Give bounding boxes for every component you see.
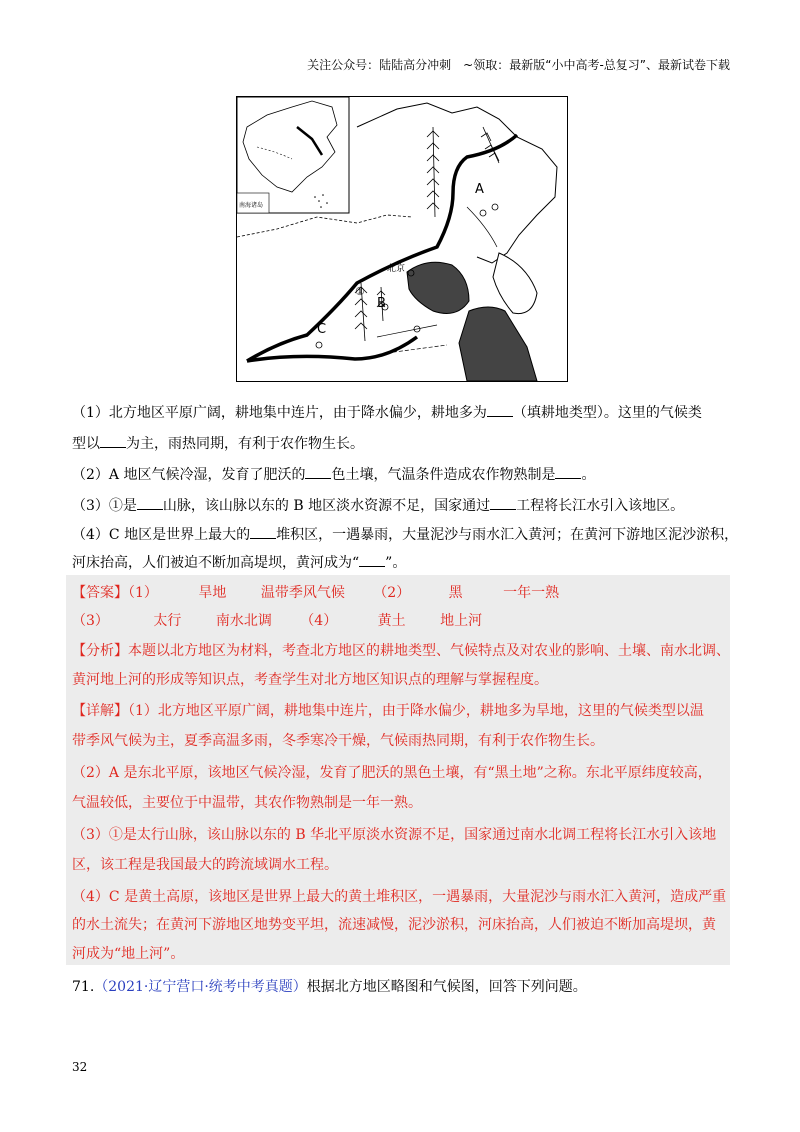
page-header: 关注公众号：陆陆高分冲刺 ~领取：最新版“小中高考-总复习”、最新试卷下载 (307, 58, 730, 72)
map-label-circle1: ① (355, 285, 365, 298)
detail-line-8: 的水土流失；在黄河下游地区地势变平坦，流速减慢，泥沙淤积，河床抬高，人们被迫不断加高堤坝，黄 (72, 917, 716, 933)
detail-line-1: 【详解】（1）北方地区平原广阔，耕地集中连片，由于降水偏少，耕地多为旱地，这里的气候类型以温 (72, 703, 704, 719)
question-4-line-1: （4）C 地区是世界上最大的 堆积区，一遇暴雨，大量泥沙与雨水汇入黄河；在黄河下游地区泥沙淤积， (72, 527, 739, 543)
detail-line-4: 气温较低，主要位于中温带，其农作物熟制是一年一熟。 (72, 795, 422, 811)
answer-line-2: （3） 太行 南水北调 （4） 黄土 地上河 (72, 613, 483, 629)
page-number: 32 (72, 1060, 88, 1074)
map-label-beijing: 北京 (387, 264, 406, 274)
question-1-line-1: （1）北方地区平原广阔，耕地集中连片，由于降水偏少，耕地多为 （填耕地类型）。这里的气候类 (72, 405, 702, 421)
detail-line-3: （2）A 是东北平原，该地区气候冷湿，发育了肥沃的黑色土壤，有“黑土地”之称。东北平原纬度较高， (72, 765, 712, 781)
map-label-b: B (377, 296, 386, 311)
answer-line-1: 【答案】（1） 旱地 温带季风气候 （2） 黑 一年一熟 (72, 585, 560, 601)
inset-label: 南海诸岛 (239, 202, 264, 209)
question-4-line-2: 河床抬高，人们被迫不断加高堤坝，黄河成为“ ”。 (72, 555, 407, 571)
detail-line-6: 区，该工程是我国最大的跨流域调水工程。 (72, 857, 338, 873)
map-label-a: A (475, 182, 484, 197)
detail-line-7: （4）C 是黄土高原，该地区是世界上最大的黄土堆积区，一遇暴雨，大量泥沙与雨水汇入黄河，造成严重 (72, 889, 727, 905)
analysis-line-1: 【分析】本题以北方地区为材料，考查北方地区的耕地类型、气候特点及对农业的影响、土壤、南水北调、 (72, 643, 730, 659)
question-2: （2）A 地区气候冷湿，发育了肥沃的 色土壤，气温条件造成农作物熟制是 。 (72, 467, 596, 483)
next-question: 71.（2021·辽宁营口·统考中考真题）根据北方地区略图和气候图，回答下列问题。 (72, 979, 587, 995)
north-china-map (236, 96, 568, 382)
map-label-c: C (317, 322, 327, 337)
analysis-line-2: 黄河地上河的形成等知识点，考查学生对北方地区知识点的理解与掌握程度。 (72, 672, 548, 688)
question-1-line-2: 型以 为主，雨热同期，有利于农作物生长。 (72, 436, 364, 452)
detail-line-2: 带季风气候为主，夏季高温多雨，冬季寒冷干燥，气候雨热同期，有利于农作物生长。 (72, 733, 604, 749)
detail-line-9: 河成为“地上河”。 (72, 946, 185, 962)
question-source: （2021·辽宁营口·统考中考真题） (94, 979, 307, 995)
question-3: （3）①是 山脉，该山脉以东的 B 地区淡水资源不足，国家通过 工程将长江水引入该地区。 (72, 498, 685, 514)
detail-line-5: （3）①是太行山脉，该山脉以东的 B 华北平原淡水资源不足，国家通过南水北调工程将长江水引入该地 (72, 827, 717, 843)
